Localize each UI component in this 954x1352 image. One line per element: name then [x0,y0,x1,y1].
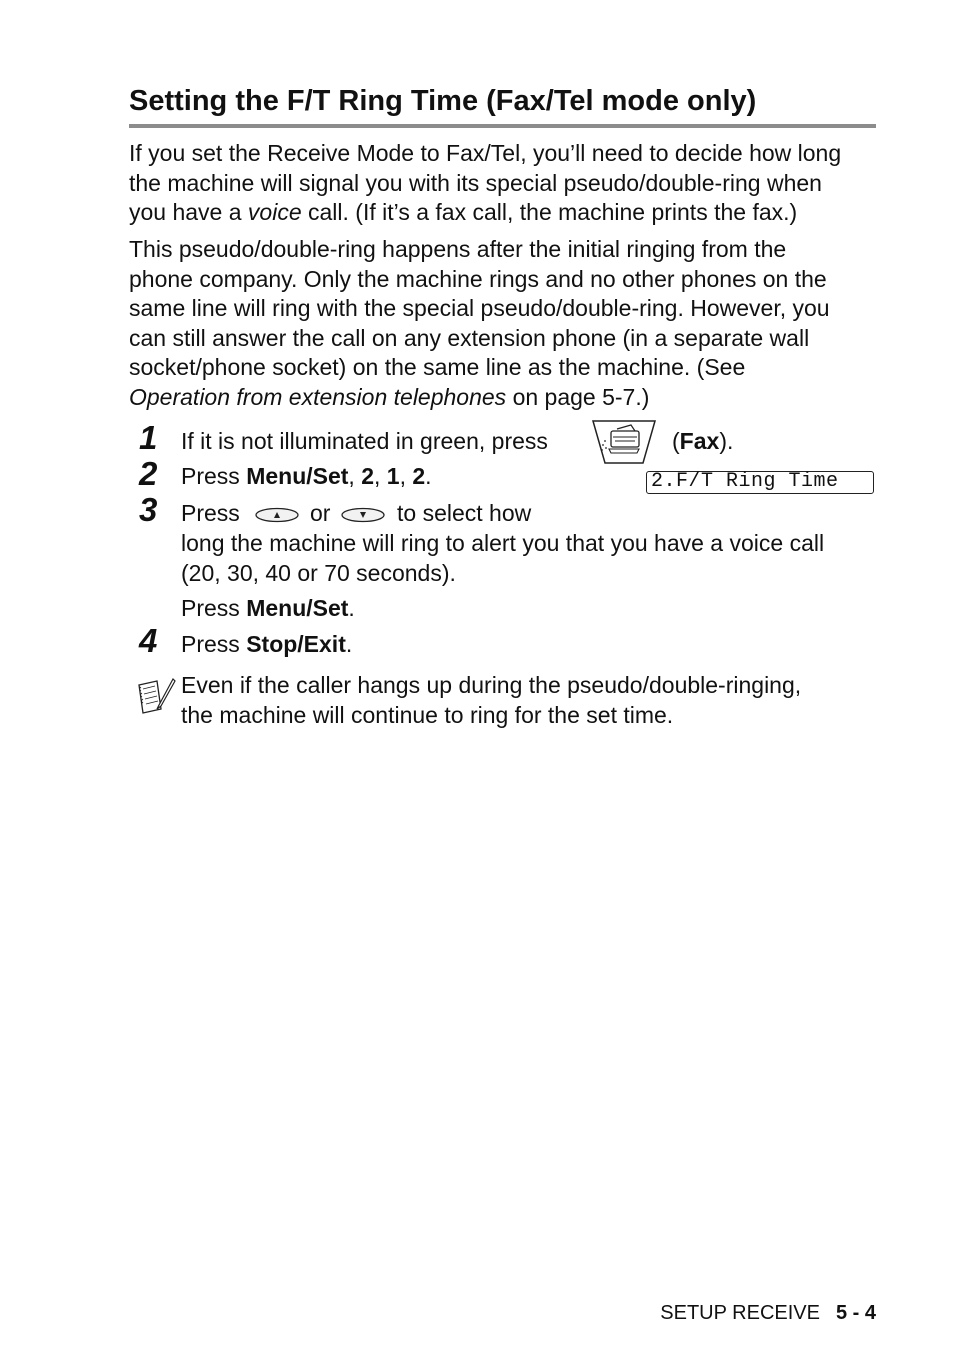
menu-set-key-2: Menu/Set [246,595,349,621]
intro-line-3 [129,199,797,225]
page-number: 5 - 4 [835,1302,876,1324]
section-title: Setting the F/T Ring Time (Fax/Tel mode only) [129,85,757,117]
note-pencil-icon [135,675,177,717]
fax-key-name: Fax [679,428,720,454]
intro-line-1: If you set the Receive Mode to Fax/Tel, you’ll need to decide how long [129,140,842,166]
detail-line-6-post: on page 5-7.) [506,383,650,410]
title-underline [129,124,876,128]
detail-paragraph [129,235,875,413]
footer-section: SETUP RECEIVE [660,1302,820,1324]
page-footer [560,1300,876,1326]
intro-line-3-post: call. (If it’s a fax call, the machine prints the fax.) [301,199,798,226]
step-number-3: 3 [139,491,158,528]
step-3-select: to select how [397,500,532,526]
step-3-line-2: long the machine will ring to alert you that you have a voice call [181,530,825,556]
fax-key-icon [591,419,657,465]
detail-line-2: phone company. Only the machine rings and no other phones on the [129,265,827,292]
step-1-text [181,426,548,456]
step-number-4: 4 [139,622,158,659]
step-1-instruction: If it is not illuminated in green, press [181,428,548,454]
detail-line-5: socket/phone socket) on the same line as the machine. (See [129,354,746,381]
up-arrow-key-icon [254,507,300,523]
cross-reference-link: Operation from extension telephones [129,383,507,410]
stop-exit-key: Stop/Exit [246,631,346,657]
detail-line-3: same line will ring with the special pseudo/double-ring. However, you [129,295,830,322]
step-2-text: Press Menu/Set, 2, 1, 2. [181,463,432,489]
note-line-2: the machine will continue to ring for the set time. [181,701,674,728]
step-4-text: Press Stop/Exit. [181,631,353,657]
step-3-line-3: (20, 30, 40 or 70 seconds). [181,560,456,586]
detail-line-4: can still answer the call on any extension phone (in a separate wall [129,324,810,351]
step-3-press: Press [181,500,240,526]
step-number-1: 1 [139,419,158,456]
detail-line-6 [129,384,649,410]
detail-line-1: This pseudo/double-ring happens after the initial ringing from the [129,236,787,262]
step-number-2: 2 [139,455,158,492]
note-text [181,671,881,730]
intro-line-2: the machine will signal you with its special pseudo/double-ring when [129,169,822,196]
note-line-1: Even if the caller hangs up during the pseudo/double-ringing, [181,672,802,698]
down-arrow-key-icon [340,507,386,523]
intro-paragraph [129,139,875,228]
fax-key-label: (Fax). [672,428,734,454]
step-3-or: or [310,500,331,526]
intro-line-3-pre: you have a [129,199,248,226]
voice-word: voice [247,199,302,226]
menu-set-key: Menu/Set [246,463,349,489]
lcd-display: 2.F/T Ring Time [646,471,874,494]
step-3-confirm: Press Menu/Set. [181,595,355,621]
